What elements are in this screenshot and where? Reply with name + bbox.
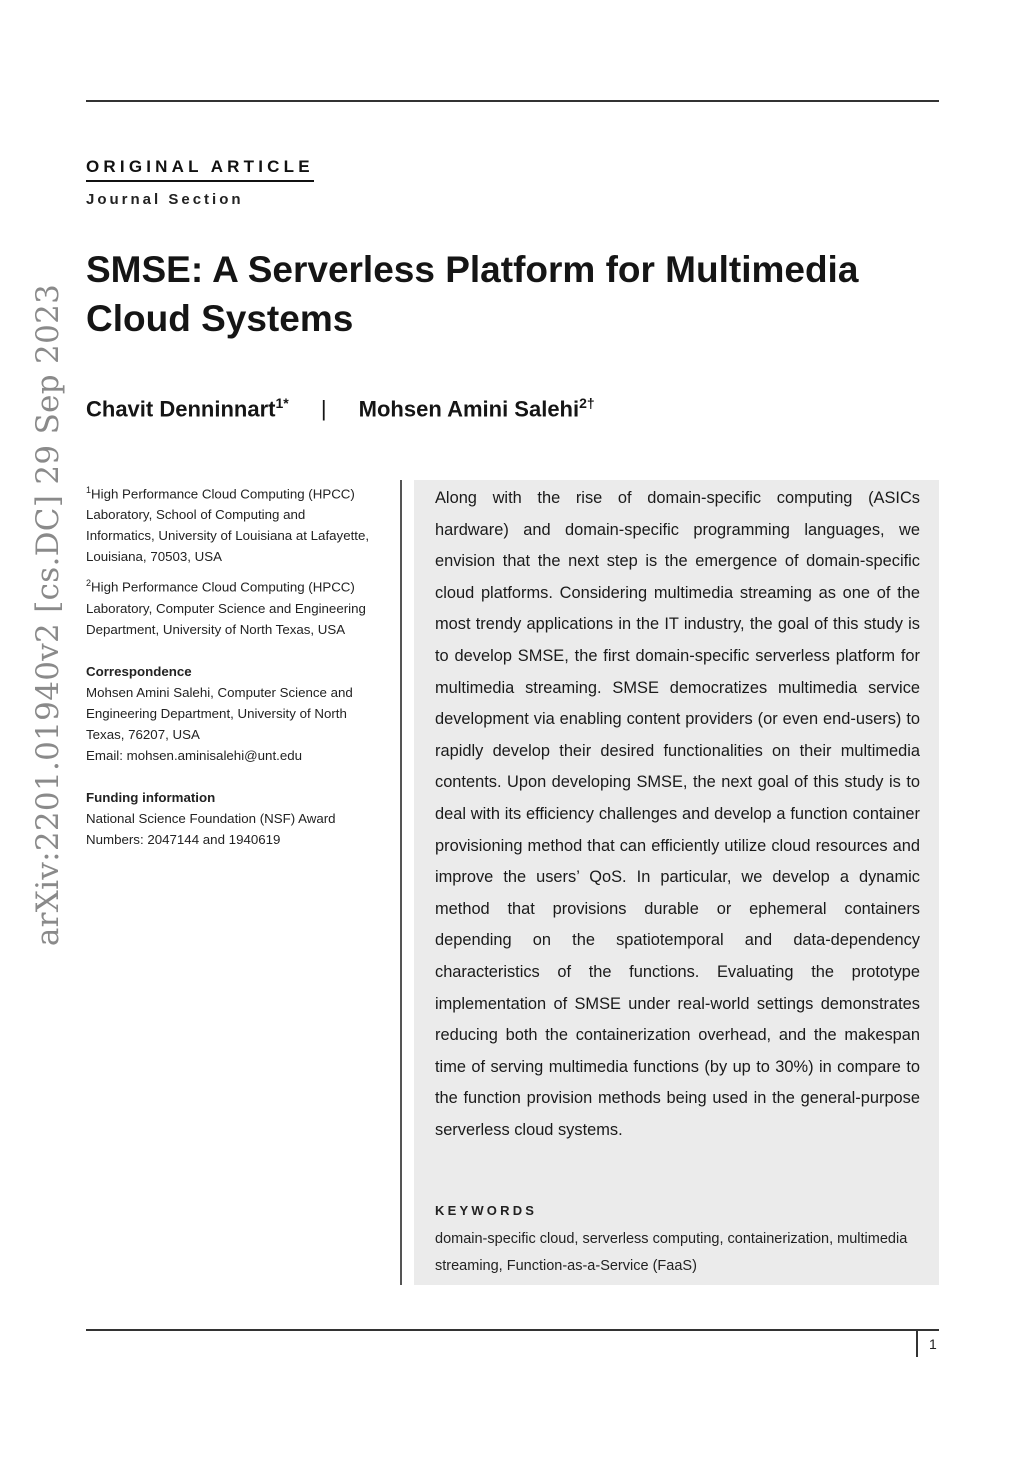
funding-label: Funding information (86, 789, 216, 805)
affiliation (86, 573, 376, 639)
correspondence-block (86, 661, 376, 766)
author-separator: | (320, 396, 327, 422)
keywords-text: domain-specific cloud, serverless computing, containerization, multimedia streaming, Function-as-a-Service (FaaS) (435, 1231, 908, 1274)
page-number-divider (916, 1330, 918, 1357)
paper-title: SMSE: A Serverless Platform for Multimedia Cloud Systems (86, 249, 859, 339)
author-mark: 2† (579, 395, 595, 411)
funding-text: National Science Foundation (NSF) Award Numbers: 2047144 and 1940619 (86, 810, 336, 847)
author-list (86, 395, 595, 422)
funding-block (86, 787, 376, 850)
page-number: 1 (929, 1336, 937, 1352)
correspondence-email[interactable]: Email: mohsen.aminisalehi@unt.edu (86, 747, 303, 763)
author-name: Chavit Denninnart (86, 396, 276, 422)
correspondence-text: Mohsen Amini Salehi, Computer Science and Engineering Department, University of North Texas, 76207, USA (86, 684, 353, 742)
abstract-side-bar (400, 480, 414, 1285)
affiliation (86, 480, 376, 567)
affiliation-text: High Performance Cloud Computing (HPCC) Laboratory, Computer Science and Engineering Department, University of North Texas, USA (86, 579, 366, 637)
affiliation-number: 1 (86, 485, 92, 495)
arxiv-identifier-stamp: arXiv:2201.01940v2 [cs.DC] 29 Sep 2023 (30, 283, 66, 947)
article-type-label: ORIGINAL ARTICLE (86, 157, 314, 182)
affiliation-number: 2 (86, 578, 92, 589)
top-rule (86, 100, 939, 102)
front-matter-sidebar (86, 480, 376, 850)
author-mark: 1* (275, 395, 289, 411)
author-name: Mohsen Amini Salehi (358, 396, 580, 422)
affiliation-text: High Performance Cloud Computing (HPCC) Laboratory, School of Computing and Informatics, University of Louisiana at Lafayette, Louisiana, 70503, USA (86, 486, 370, 565)
keywords-label: KEYWORDS (435, 1203, 538, 1218)
journal-section-label: Journal Section (86, 191, 244, 208)
abstract-text: Along with the rise of domain-specific computing (ASICs hardware) and domain-specific programming languages, we envision that the next step is the emergence of domain-specific cloud platforms. Considering multimedia streaming as one of the most trendy applications in the IT industry, the goal of this study is to develop SMSE, the first domain-specific serverless platform for multimedia streaming. SMSE democratizes multimedia service development via enabling content providers (or even end-users) to rapidly develop their desired functionalities on their multimedia contents. Upon developing SMSE, the next goal of this study is to deal with its efficiency challenges and develop a function container provisioning method that can efficiently utilize cloud resources and improve the users’ QoS. In particular, we develop a dynamic method that provisions durable or ephemeral containers depending on the spatiotemporal and data-dependency characteristics of the functions. Evaluating the prototype implementation of SMSE under real-world settings demonstrates reducing both the containerization overhead, and the makespan time of serving multimedia functions (by up to 30%) in compare to the function provision methods being used in the general-purpose serverless cloud systems. (435, 489, 920, 1139)
footer-rule (86, 1329, 939, 1331)
correspondence-label: Correspondence (86, 663, 192, 679)
